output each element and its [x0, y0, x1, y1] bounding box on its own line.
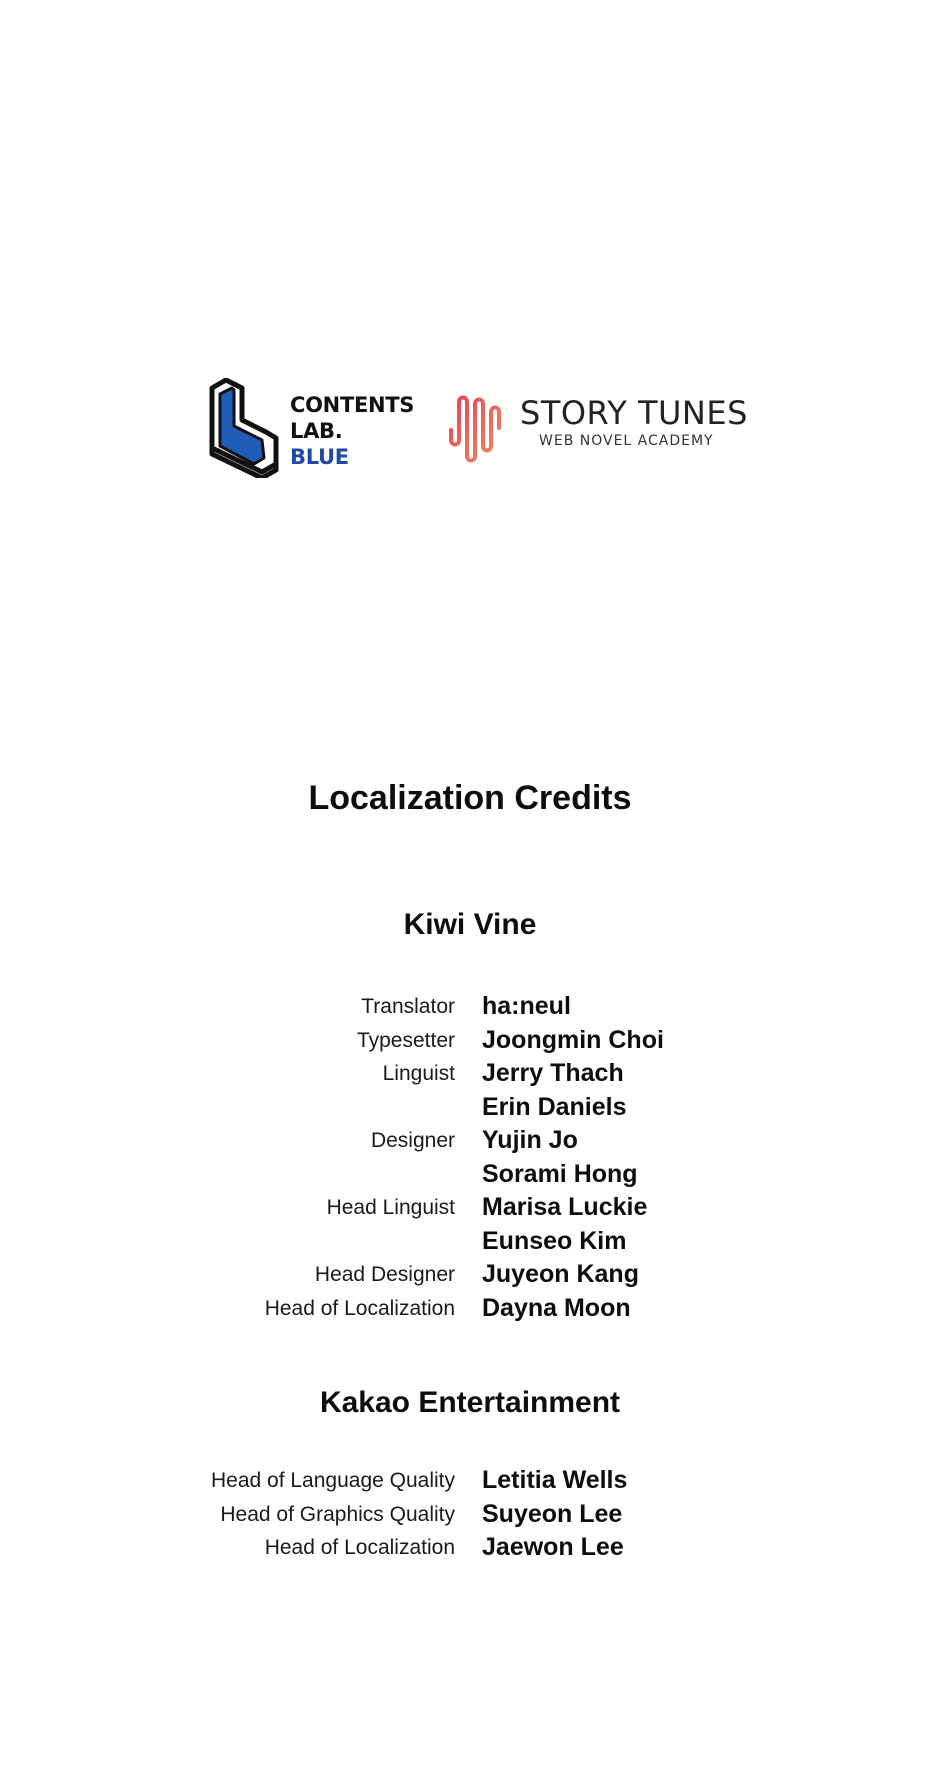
credit-row [0, 1191, 940, 1225]
credit-name: Jerry Thach [482, 1059, 624, 1087]
credit-role: Head of Localization [264, 1536, 455, 1559]
credit-role: Head of Graphics Quality [220, 1502, 455, 1526]
credit-name: Eunseo Kim [482, 1226, 627, 1255]
credit-row [0, 1091, 940, 1125]
credits-list-kakao-entertainment [0, 1464, 940, 1565]
credit-name: Suyeon Lee [482, 1499, 623, 1528]
contents-lab-line3: BLUE [290, 445, 349, 469]
credit-row [0, 1464, 940, 1498]
story-tunes-title: STORY TUNES [520, 394, 748, 432]
credit-role: Head Linguist [326, 1196, 455, 1219]
credit-name: Letitia Wells [482, 1466, 628, 1494]
credits-list-kiwi-vine [0, 990, 940, 1325]
credit-row [0, 1225, 940, 1259]
credit-name: ha:neul [482, 992, 571, 1020]
credit-role: Designer [370, 1129, 455, 1152]
credit-name: Juyeon Kang [482, 1260, 639, 1288]
section-heading-kakao-entertainment: Kakao Entertainment [319, 1386, 621, 1419]
page-title: Localization Credits [308, 779, 632, 817]
story-tunes-logo [447, 390, 748, 470]
credit-row [0, 1498, 940, 1532]
credit-row [0, 1531, 940, 1565]
credit-name: Erin Daniels [482, 1092, 627, 1121]
credit-row [0, 990, 940, 1024]
partner-logos [0, 378, 940, 478]
contents-lab-blue-mark [206, 378, 282, 478]
contents-lab-line2: LAB. [290, 419, 343, 443]
credit-name: Marisa Luckie [482, 1193, 648, 1221]
credit-name: Yujin Jo [482, 1126, 578, 1154]
credit-role: Typesetter [356, 1028, 455, 1052]
story-tunes-subtitle: WEB NOVEL ACADEMY [539, 433, 714, 449]
credit-row [0, 1292, 940, 1326]
credit-row [0, 1024, 940, 1058]
contents-lab-line1: CONTENTS [290, 393, 415, 417]
credit-row [0, 1057, 940, 1091]
credit-role: Head Designer [314, 1263, 455, 1286]
credit-role: Linguist [382, 1062, 455, 1085]
credit-name: Joongmin Choi [482, 1025, 664, 1054]
sound-wave-icon [447, 390, 511, 470]
credit-role: Translator [361, 995, 455, 1018]
section-heading-kiwi-vine: Kiwi Vine [403, 908, 537, 941]
credit-role: Head of Language Quality [210, 1469, 455, 1492]
credit-role: Head of Localization [264, 1296, 455, 1320]
credit-row [0, 1258, 940, 1292]
credit-name: Dayna Moon [482, 1293, 631, 1322]
credit-name: Sorami Hong [482, 1159, 638, 1188]
credit-row [0, 1124, 940, 1158]
contents-lab-blue-logo [206, 378, 416, 478]
credit-row [0, 1158, 940, 1192]
contents-lab-wordmark [290, 392, 414, 470]
credit-name: Jaewon Lee [482, 1533, 624, 1561]
